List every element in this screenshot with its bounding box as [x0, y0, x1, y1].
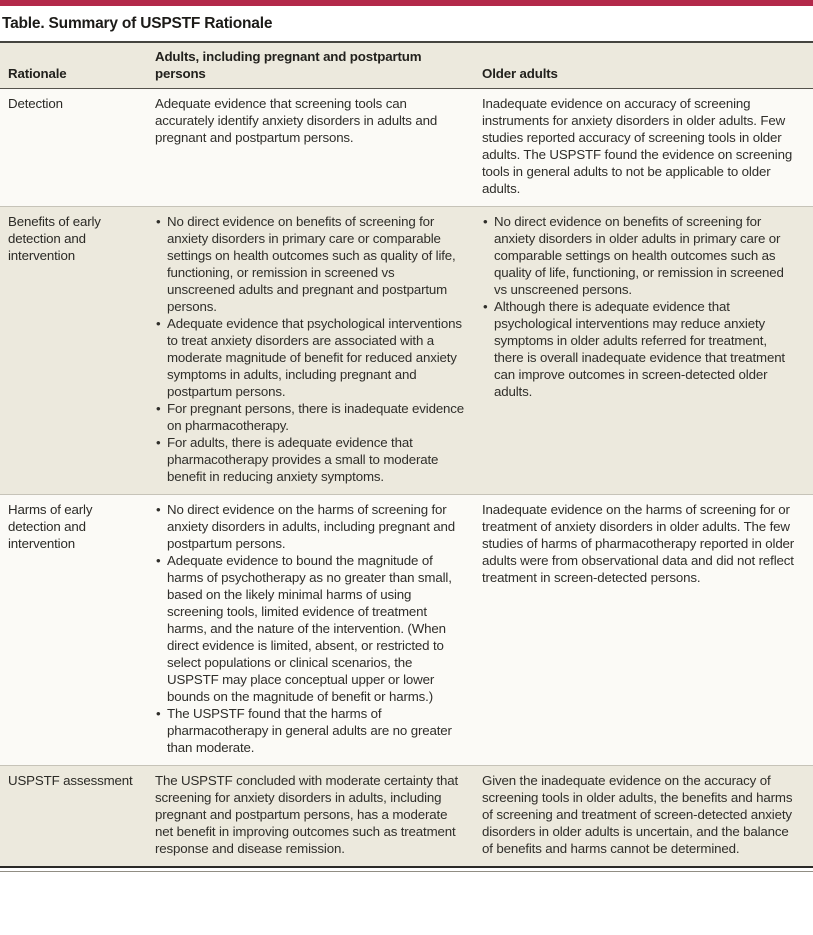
cell-text: Inadequate evidence on accuracy of screening instruments for anxiety disorders in older adults. Few studies reported accuracy of screening tools in older adults. The USPSTF found the evidence on screening tools in general adults to not be applicable to older adults. — [482, 96, 793, 196]
cell-text: Given the inadequate evidence on the accuracy of screening tools in older adults, the benefits and harms of screening and treatment of screen-detected anxiety disorders in older adults is uncertain, and the balance of benefits and harms cannot be determined. — [482, 773, 793, 856]
bullet-list — [155, 501, 466, 756]
adults-cell — [155, 495, 482, 766]
bullet-item: • For pregnant persons, there is inadequate evidence on pharmacotherapy. — [155, 400, 466, 434]
uspstf-rationale-table — [0, 43, 813, 866]
bullet-item: • For adults, there is adequate evidence that pharmacotherapy provides a small to moderate benefit in reducing anxiety symptoms. — [155, 434, 466, 485]
table-header — [0, 43, 813, 89]
bullet-list — [155, 213, 466, 485]
bullet-item: • The USPSTF found that the harms of pharmacotherapy in general adults are no greater than moderate. — [155, 705, 466, 756]
older-adults-cell — [482, 766, 813, 867]
adults-cell — [155, 207, 482, 495]
bullet-item: • No direct evidence on the harms of screening for anxiety disorders in adults, including pregnant and postpartum persons. — [155, 501, 466, 552]
bullet-item: • No direct evidence on benefits of screening for anxiety disorders in older adults in primary care or comparable settings on health outcomes such as quality of life, functioning, or remission in screened vs unscreened persons. — [482, 213, 797, 298]
cell-text: Adequate evidence that screening tools can accurately identify anxiety disorders in adults and pregnant and postpartum persons. — [155, 96, 438, 145]
rationale-cell: Benefits of early detection and intervention — [0, 207, 155, 495]
older-adults-cell — [482, 207, 813, 495]
table-row — [0, 495, 813, 766]
bullet-list — [482, 213, 797, 400]
rationale-cell: Harms of early detection and intervention — [0, 495, 155, 766]
header-row — [0, 43, 813, 89]
column-header-adults: Adults, including pregnant and postpartum persons — [155, 43, 482, 89]
table-row — [0, 766, 813, 867]
rationale-cell: Detection — [8, 96, 63, 111]
column-header-rationale: Rationale — [0, 43, 155, 89]
table-bottom-rule-thick — [0, 866, 813, 868]
bullet-item: • Adequate evidence that psychological interventions to treat anxiety disorders are associated with a moderate magnitude of benefit for reduced anxiety symptoms in adults, including pregnant and postpartum persons. — [155, 315, 466, 400]
adults-cell — [155, 89, 482, 207]
table-body — [0, 89, 813, 867]
table-title: Table. Summary of USPSTF Rationale — [0, 6, 813, 43]
table-row — [0, 89, 813, 207]
older-adults-cell — [482, 495, 813, 766]
rationale-cell: USPSTF assessment — [0, 766, 155, 867]
bullet-item: • No direct evidence on benefits of screening for anxiety disorders in primary care or comparable settings on health outcomes such as quality of life, functioning, or remission in screened vs unscreened adults and pregnant and postpartum persons. — [155, 213, 466, 315]
table-bottom-rule-thin — [0, 871, 813, 872]
column-header-older-adults: Older adults — [482, 43, 813, 89]
cell-text: The USPSTF concluded with moderate certainty that screening for anxiety disorders in adults, including pregnant and postpartum persons, has a moderate net benefit in improving outcomes such as treatment response and disease remission. — [155, 773, 459, 856]
bullet-item: • Adequate evidence to bound the magnitude of harms of psychotherapy as no greater than small, based on the likely minimal harms of using screening tools, limited evidence of treatment harms, and the nature of the intervention. (When direct evidence is limited, absent, or restricted to select populations or clinical scenarios, the USPSTF may place conceptual upper or lower bounds on the magnitude of benefit or harms.) — [155, 552, 466, 705]
table-row — [0, 207, 813, 495]
cell-text: Inadequate evidence on the harms of screening for or treatment of anxiety disorders in older adults. The few studies of harms of pharmacotherapy reported in older adults were from observational data and did not reflect treatment in screen-detected persons. — [482, 502, 795, 585]
adults-cell — [155, 766, 482, 867]
older-adults-cell — [482, 89, 813, 207]
bullet-item: • Although there is adequate evidence that psychological interventions may reduce anxiety symptoms in older adults referred for treatment, there is overall inadequate evidence that treatment can improve outcomes in screen-detected older adults. — [482, 298, 797, 400]
